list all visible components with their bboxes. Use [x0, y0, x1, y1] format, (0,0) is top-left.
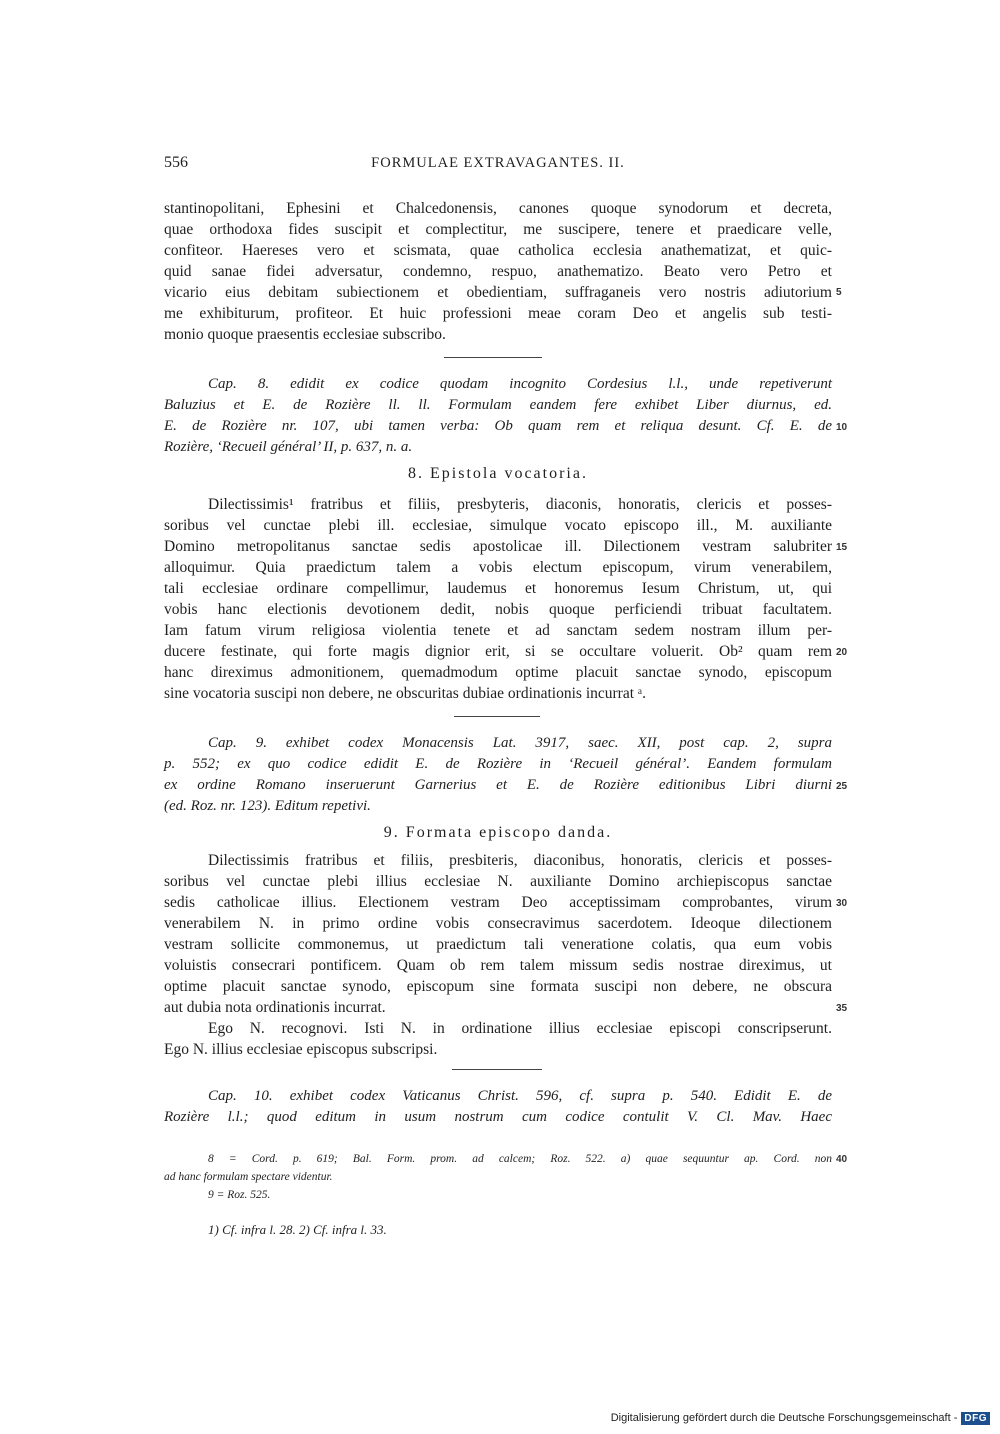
text-line: Dilectissimis fratribus et filiis, presbiteris, diaconibus, honoratis, clericis et posses-	[208, 852, 832, 869]
section-divider	[444, 357, 542, 358]
text-line: alloquimur. Quia praedictum talem a vobis electum episcopum, virum venerabilem,	[164, 559, 832, 576]
note-line: Cap. 9. exhibet codex Monacensis Lat. 3917, saec. XII, post cap. 2, supra	[208, 735, 832, 751]
footnote-line: ad hanc formulam spectare videntur.	[164, 1171, 333, 1183]
text-line: hanc direximus admonitionem, quemadmodum optime placuit sanctae synodo, episcopum	[164, 664, 832, 681]
text-line: Dilectissimis¹ fratribus et filiis, presbyteris, diaconis, honoratis, clericis et posses-	[208, 496, 832, 513]
note-line: Rozière l.l.; quod editum in usum nostrum cum codice contulit V. Cl. Mav. Haec	[164, 1109, 832, 1125]
note-line: p. 552; ex quo codice edidit E. de Rozière in ‘Recueil général’. Eandem formulam	[164, 756, 832, 772]
footnote-references: 1) Cf. infra l. 28. 2) Cf. infra l. 33.	[208, 1222, 387, 1237]
text-line: me exhibiturum, profiteor. Et huic professioni meae coram Deo et angelis sub testi-	[164, 305, 832, 322]
line-number: 5	[836, 287, 842, 298]
section-heading-8: 8. Epistola vocatoria.	[408, 465, 588, 482]
digitization-credit	[611, 1410, 990, 1426]
text-line: optime placuit sanctae synodo, episcopum sine formata suscipi non debere, ne obscura	[164, 978, 832, 995]
text-line: confiteor. Haereses vero et scismata, quae catholica ecclesia anathematizat, et quic-	[164, 242, 832, 259]
section-heading-9: 9. Formata episcopo danda.	[383, 824, 613, 841]
running-title: FORMULAE EXTRAVAGANTES. II.	[371, 155, 625, 171]
text-line: quae orthodoxa fides suscipit et complectitur, me suscipere, tenere et praedicare velle,	[164, 221, 832, 238]
credit-text: Digitalisierung gefördert durch die Deutsche Forschungsgemeinschaft -	[610, 1412, 958, 1424]
text-line: quid sanae fidei adversatur, condemno, respuo, anathematizo. Beato vero Petro et	[164, 263, 832, 280]
dfg-logo: DFG	[961, 1412, 990, 1425]
note-line: ex ordine Romano inseruerunt Garnerius et E. de Rozière editionibus Libri diurni	[164, 777, 832, 793]
note-line: Baluzius et E. de Rozière ll. ll. Formulam eandem fere exhibet Liber diurnus, ed.	[164, 397, 832, 413]
text-line: sedis catholicae illius. Electionem vestram Deo acceptissimam comprobantes, virum	[164, 894, 832, 911]
line-number: 35	[836, 1003, 848, 1014]
text-line: soribus vel cunctae plebi illius ecclesiae N. auxiliante Domino archiepiscopus sanctae	[164, 873, 832, 890]
text-line: monio quoque praesentis ecclesiae subscribo.	[164, 326, 446, 343]
footnote-line: 9 = Roz. 525.	[208, 1189, 271, 1201]
line-number: 10	[836, 422, 848, 433]
text-line: aut dubia nota ordinationis incurrat.	[164, 999, 386, 1016]
page-number: 556	[164, 154, 188, 171]
note-line: Cap. 10. exhibet codex Vaticanus Christ. 596, cf. supra p. 540. Edidit E. de	[208, 1088, 832, 1104]
text-line: vobis hanc electionis devotionem dedit, nobis quoque perficiendi tribuat facultatem.	[164, 601, 832, 618]
text-line: Domino metropolitanus sanctae sedis apostolicae ill. Dilectionem vestram salubriter	[164, 538, 832, 555]
line-number: 25	[836, 781, 848, 792]
note-line: (ed. Roz. nr. 123). Editum repetivi.	[164, 798, 371, 814]
line-number: 15	[836, 542, 848, 553]
text-line: vicario eius debitam subiectionem et obedientiam, suffraganeis vero nostris adiutorium	[164, 284, 832, 301]
text-line: Ego N. illius ecclesiae episcopus subscripsi.	[164, 1041, 438, 1058]
text-line: ducere festinate, qui forte magis dignior erit, si se occultare voluerit. Ob² quam rem	[164, 643, 832, 660]
note-line: E. de Rozière nr. 107, ubi tamen verba: Ob quam rem et reliqua desunt. Cf. E. de	[164, 418, 832, 434]
note-line: Rozière, ‘Recueil général’ II, p. 637, n. a.	[164, 439, 413, 455]
text-line: tali ecclesiae ordinare compellimur, laudemus et honoremus Iesum Christum, ut, qui	[164, 580, 832, 597]
line-number: 20	[836, 647, 848, 658]
section-divider	[452, 1069, 542, 1070]
line-number: 40	[836, 1154, 848, 1165]
footnote-line: 8 = Cord. p. 619; Bal. Form. prom. ad calcem; Roz. 522. a) quae sequuntur ap. Cord. non	[208, 1153, 832, 1165]
note-line: Cap. 8. edidit ex codice quodam incognito Cordesius l.l., unde repetiverunt	[208, 376, 832, 392]
text-line: Ego N. recognovi. Isti N. in ordinatione illius ecclesiae episcopi conscripserunt.	[208, 1020, 832, 1037]
text-line: stantinopolitani, Ephesini et Chalcedonensis, canones quoque synodorum et decreta,	[164, 200, 832, 217]
section-divider	[454, 716, 540, 717]
page-header	[164, 154, 832, 180]
text-line: sine vocatoria suscipi non debere, ne obscuritas dubiae ordinationis incurrat ᵃ.	[164, 685, 647, 702]
text-line: venerabilem N. in primo ordine vobis consecravimus sacerdotem. Ideoque dilectionem	[164, 915, 832, 932]
line-number: 30	[836, 898, 848, 909]
text-line: voluistis consecrari pontificem. Quam ob rem talem missum sedis nostrae direximus, ut	[164, 957, 832, 974]
text-line: Iam fatum virum religiosa violentia tenete et ad sanctam sedem nostram illum per-	[164, 622, 832, 639]
text-line: soribus vel cunctae plebi ill. ecclesiae, simulque vocato episcopo ill., M. auxiliante	[164, 517, 832, 534]
text-line: vestram sollicite commonemus, ut praedictum tali veneratione colatis, qua eum vobis	[164, 936, 832, 953]
